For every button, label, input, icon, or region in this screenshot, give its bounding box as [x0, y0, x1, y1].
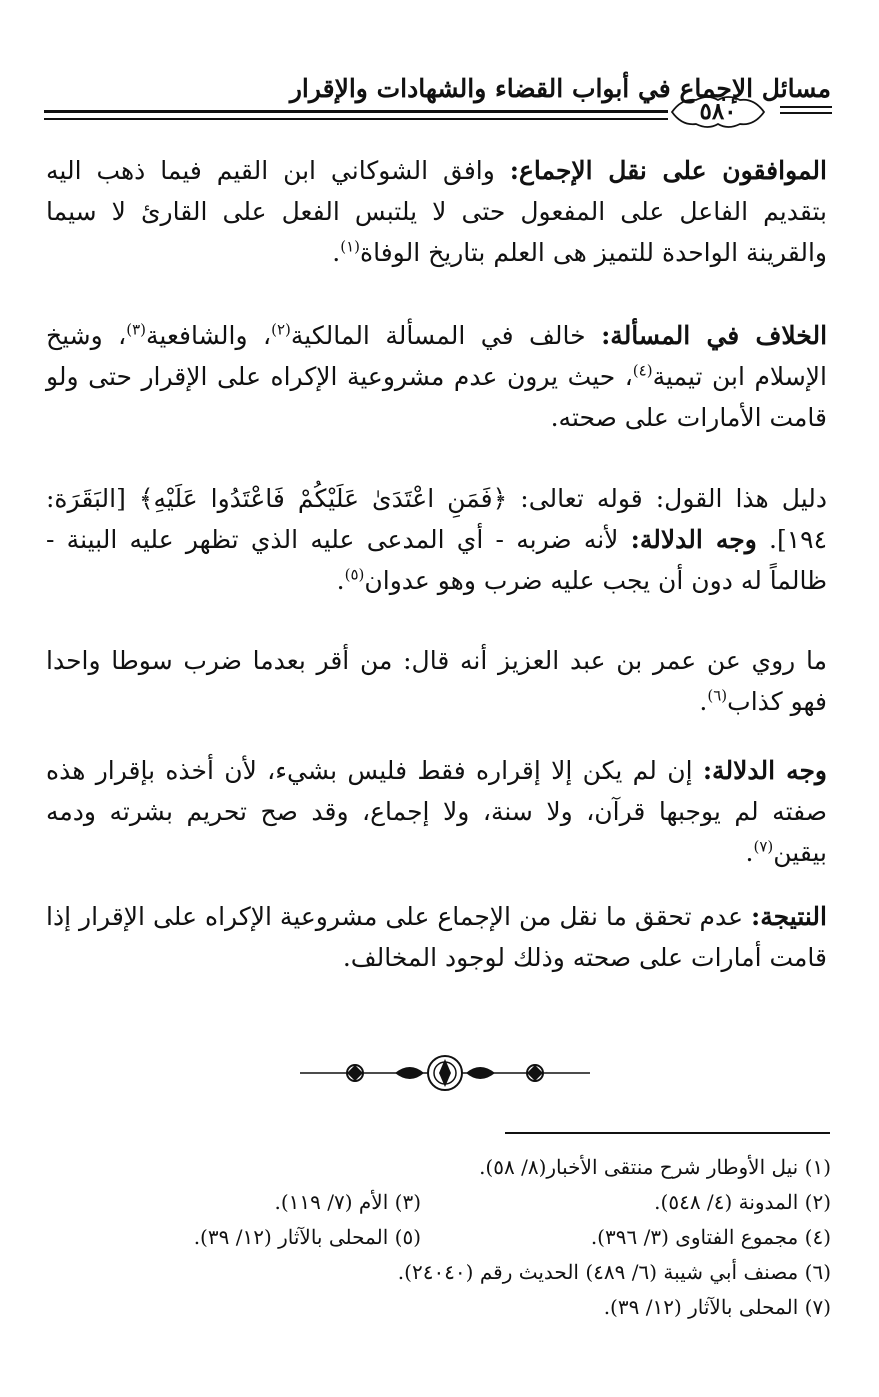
footnote-separator [505, 1132, 830, 1134]
footnote-ref-4: (٤) [632, 361, 653, 380]
paragraph-result: النتيجة: عدم تحقق ما نقل من الإجماع على مشروعية الإكراه على الإقرار إذا قامت أمارات على صحته وذلك لوجود المخالف. [46, 902, 827, 972]
header-rule-right-top [780, 106, 832, 108]
heading-disagreement: الخلاف في المسألة: [601, 321, 828, 350]
footnote-row [40, 1290, 831, 1325]
footnote-ref-6: (٦) [707, 686, 728, 705]
footnote-ref-5: (٥) [344, 565, 365, 584]
section-divider-ornament [300, 1053, 590, 1093]
heading-indication-2: وجه الدلالة: [702, 756, 828, 785]
heading-result: النتيجة: [751, 902, 827, 931]
heading-indication-1: وجه الدلالة: [630, 525, 757, 554]
footnote-ref-7: (٧) [753, 837, 774, 856]
paragraph-indication-2: وجه الدلالة: إن لم يكن إلا إقراره فقط فليس بشيء، لأن أخذه بإقرار هذه صفته لم يوجبها قرآن، ولا سنة، ولا إجماع، وقد صح تحريم بشرته ودمه بيقين$^{(٧)}$. [46, 756, 828, 867]
footnote-4: (٤) مجموع الفتاوى (٣/ ٣٩٦). [590, 1225, 831, 1249]
footnote-7: (٧) المحلى بالآثار (١٢/ ٣٩). [603, 1295, 831, 1319]
paragraph-narration: ما روي عن عمر بن عبد العزيز أنه قال: من أقر بعدما ضرب سوطا واحدا فهو كذاب$^{(٦)}$. [46, 646, 827, 716]
quran-verse: قوله تعالى: ﴿فَمَنِ اعْتَدَىٰ عَلَيْكُمْ فَاعْتَدُوا عَلَيْهِ﴾ [البَقَرَة: ١٩٤]. [46, 484, 828, 554]
footnote-ref-3: (٣) [126, 320, 147, 339]
footnote-row [40, 1220, 831, 1255]
paragraph-disagreement: الخلاف في المسألة: خالف في المسألة المالكية$^{(٢)}$، والشافعية$^{(٣)}$، وشيخ الإسلام ابن تيمية$^{(٤)}$، حيث يرون عدم مشروعية الإكراه على الإقرار حتى ولو قامت الأمارات على صحته. [46, 320, 828, 432]
paragraph-evidence: دليل هذا القول: قوله تعالى: ﴿فَمَنِ اعْتَدَىٰ عَلَيْكُمْ فَاعْتَدُوا عَلَيْهِ﴾ [البَقَرَة: ١٩٤]. وجه الدلالة: لأنه ضربه - أي المدعى عليه الذي تظهر عليه البينة - ظالماً له دون أن يجب عليه ضرب وهو عدوان$^{(٥)}$. [46, 484, 828, 595]
heading-evidence: دليل هذا القول: [655, 484, 827, 513]
page-number: ٥٨٠ [699, 98, 737, 125]
header-rule-right-bottom [780, 112, 832, 114]
header-rule-left-top [44, 110, 668, 113]
footnotes [40, 1150, 831, 1325]
heading-agreeing: الموافقون على نقل الإجماع: [509, 156, 827, 185]
footnote-ref-2: (٢) [271, 320, 291, 339]
footnote-row [40, 1150, 831, 1185]
footnote-1: (١) نيل الأوطار شرح منتقى الأخبار(٨/ ٥٨). [479, 1155, 831, 1179]
footnote-row [40, 1185, 831, 1220]
footnote-ref-1: (١) [340, 237, 361, 256]
footnote-row [40, 1255, 831, 1290]
paragraph-agreeing-text: وافق الشوكاني ابن القيم فيما ذهب اليه بتقديم الفاعل على المفعول حتى لا يلتبس الفعل على القارئ لا سيما والقرينة الواحدة للتميز هى العلم بتاريخ الوفاة [46, 156, 827, 267]
footnote-3: (٣) الأم (٧/ ١١٩). [274, 1190, 421, 1214]
footnote-6: (٦) مصنف أبي شيبة (٦/ ٤٨٩) الحديث رقم (٢٤٠٤٠). [397, 1260, 831, 1284]
footnote-2: (٢) المدونة (٤/ ٥٤٨). [654, 1190, 831, 1214]
page-number-frame [668, 92, 768, 132]
header-rule-left-bottom [44, 118, 668, 120]
paragraph-agreeing: الموافقون على نقل الإجماع: وافق الشوكاني ابن القيم فيما ذهب اليه بتقديم الفاعل على المفعول حتى لا يلتبس الفعل على القارئ لا سيما والقرينة الواحدة للتميز هى العلم بتاريخ الوفاة$^{(١)}$. [46, 156, 827, 267]
running-header-title: مسائل الإجماع في أبواب القضاء والشهادات والإقرار [289, 74, 831, 103]
footnote-5: (٥) المحلى بالآثار (١٢/ ٣٩). [193, 1225, 421, 1249]
